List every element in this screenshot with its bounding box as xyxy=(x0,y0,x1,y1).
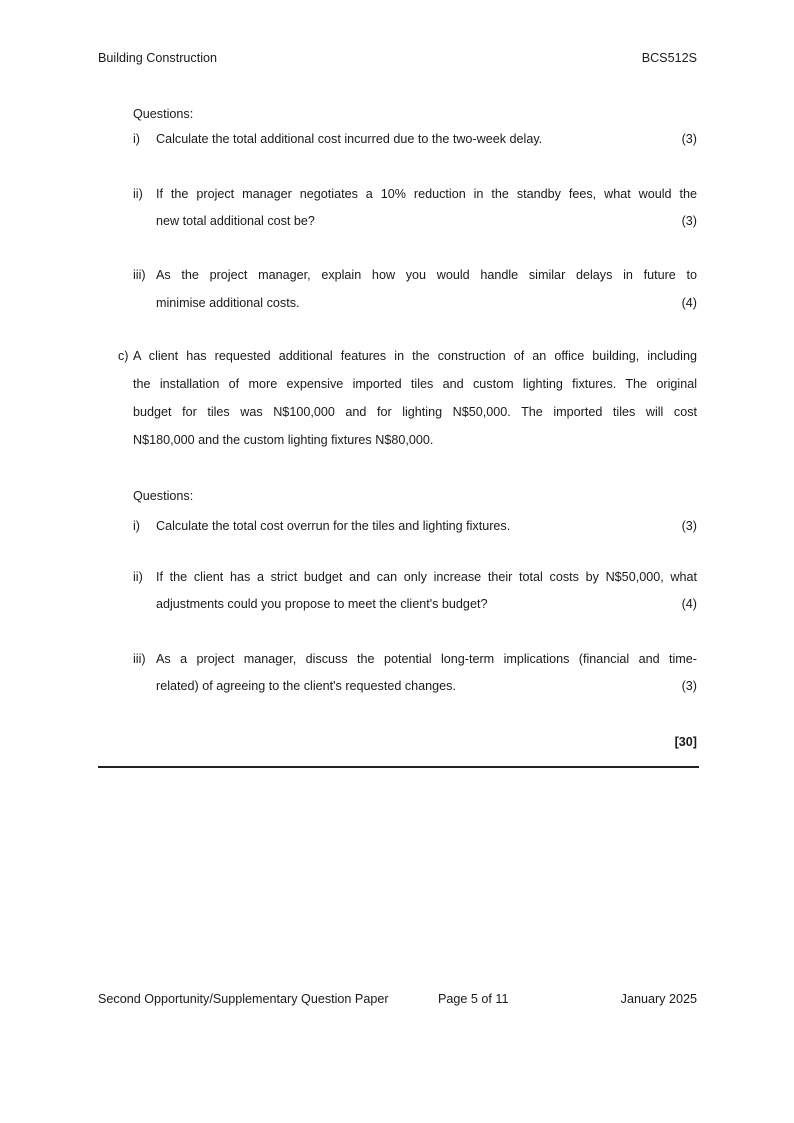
marks: (3) xyxy=(681,679,697,693)
header-course: Building Construction xyxy=(98,51,218,65)
marks: (4) xyxy=(681,597,697,611)
footer-page-number: Page 5 of 11 xyxy=(438,992,509,1006)
item-number: iii) xyxy=(133,652,146,666)
marks: (3) xyxy=(681,214,697,228)
questions-label: Questions: xyxy=(133,489,194,503)
question-text: If the project manager negotiates a 10% reduction in the standby fees, what would the xyxy=(156,187,697,201)
scenario-text: N$180,000 and the custom lighting fixtures N$80,000. xyxy=(133,433,434,447)
marks: (4) xyxy=(681,296,697,310)
question-text: As the project manager, explain how you would handle similar delays in future to xyxy=(156,268,697,282)
question-text: Calculate the total additional cost incurred due to the two-week delay. xyxy=(156,132,543,146)
part-label: c) xyxy=(118,349,129,363)
item-number: i) xyxy=(133,519,140,533)
item-number: ii) xyxy=(133,570,143,584)
question-text: Calculate the total cost overrun for the tiles and lighting fixtures. xyxy=(156,519,511,533)
item-number: i) xyxy=(133,132,140,146)
question-text: adjustments could you propose to meet the client's budget? xyxy=(156,597,488,611)
item-number: iii) xyxy=(133,268,146,282)
question-text: minimise additional costs. xyxy=(156,296,300,310)
item-number: ii) xyxy=(133,187,143,201)
footer-date: January 2025 xyxy=(620,992,697,1006)
scenario-text: budget for tiles was N$100,000 and for lighting N$50,000. The imported tiles will cost xyxy=(133,405,697,419)
footer-paper-type: Second Opportunity/Supplementary Question Paper xyxy=(98,992,389,1006)
questions-label: Questions: xyxy=(133,107,194,121)
question-text: As a project manager, discuss the potential long-term implications (financial and time- xyxy=(156,652,697,666)
question-text: If the client has a strict budget and can only increase their total costs by N$50,000, what xyxy=(156,570,697,584)
question-text: related) of agreeing to the client's requested changes. xyxy=(156,679,456,693)
scenario-text: the installation of more expensive imported tiles and custom lighting fixtures. The original xyxy=(133,377,697,391)
total-marks: [30] xyxy=(674,735,697,749)
scenario-text: A client has requested additional features in the construction of an office building, including xyxy=(133,349,697,363)
divider xyxy=(98,766,699,768)
marks: (3) xyxy=(681,132,697,146)
marks: (3) xyxy=(681,519,697,533)
question-text: new total additional cost be? xyxy=(156,214,315,228)
header-code: BCS512S xyxy=(641,51,697,65)
